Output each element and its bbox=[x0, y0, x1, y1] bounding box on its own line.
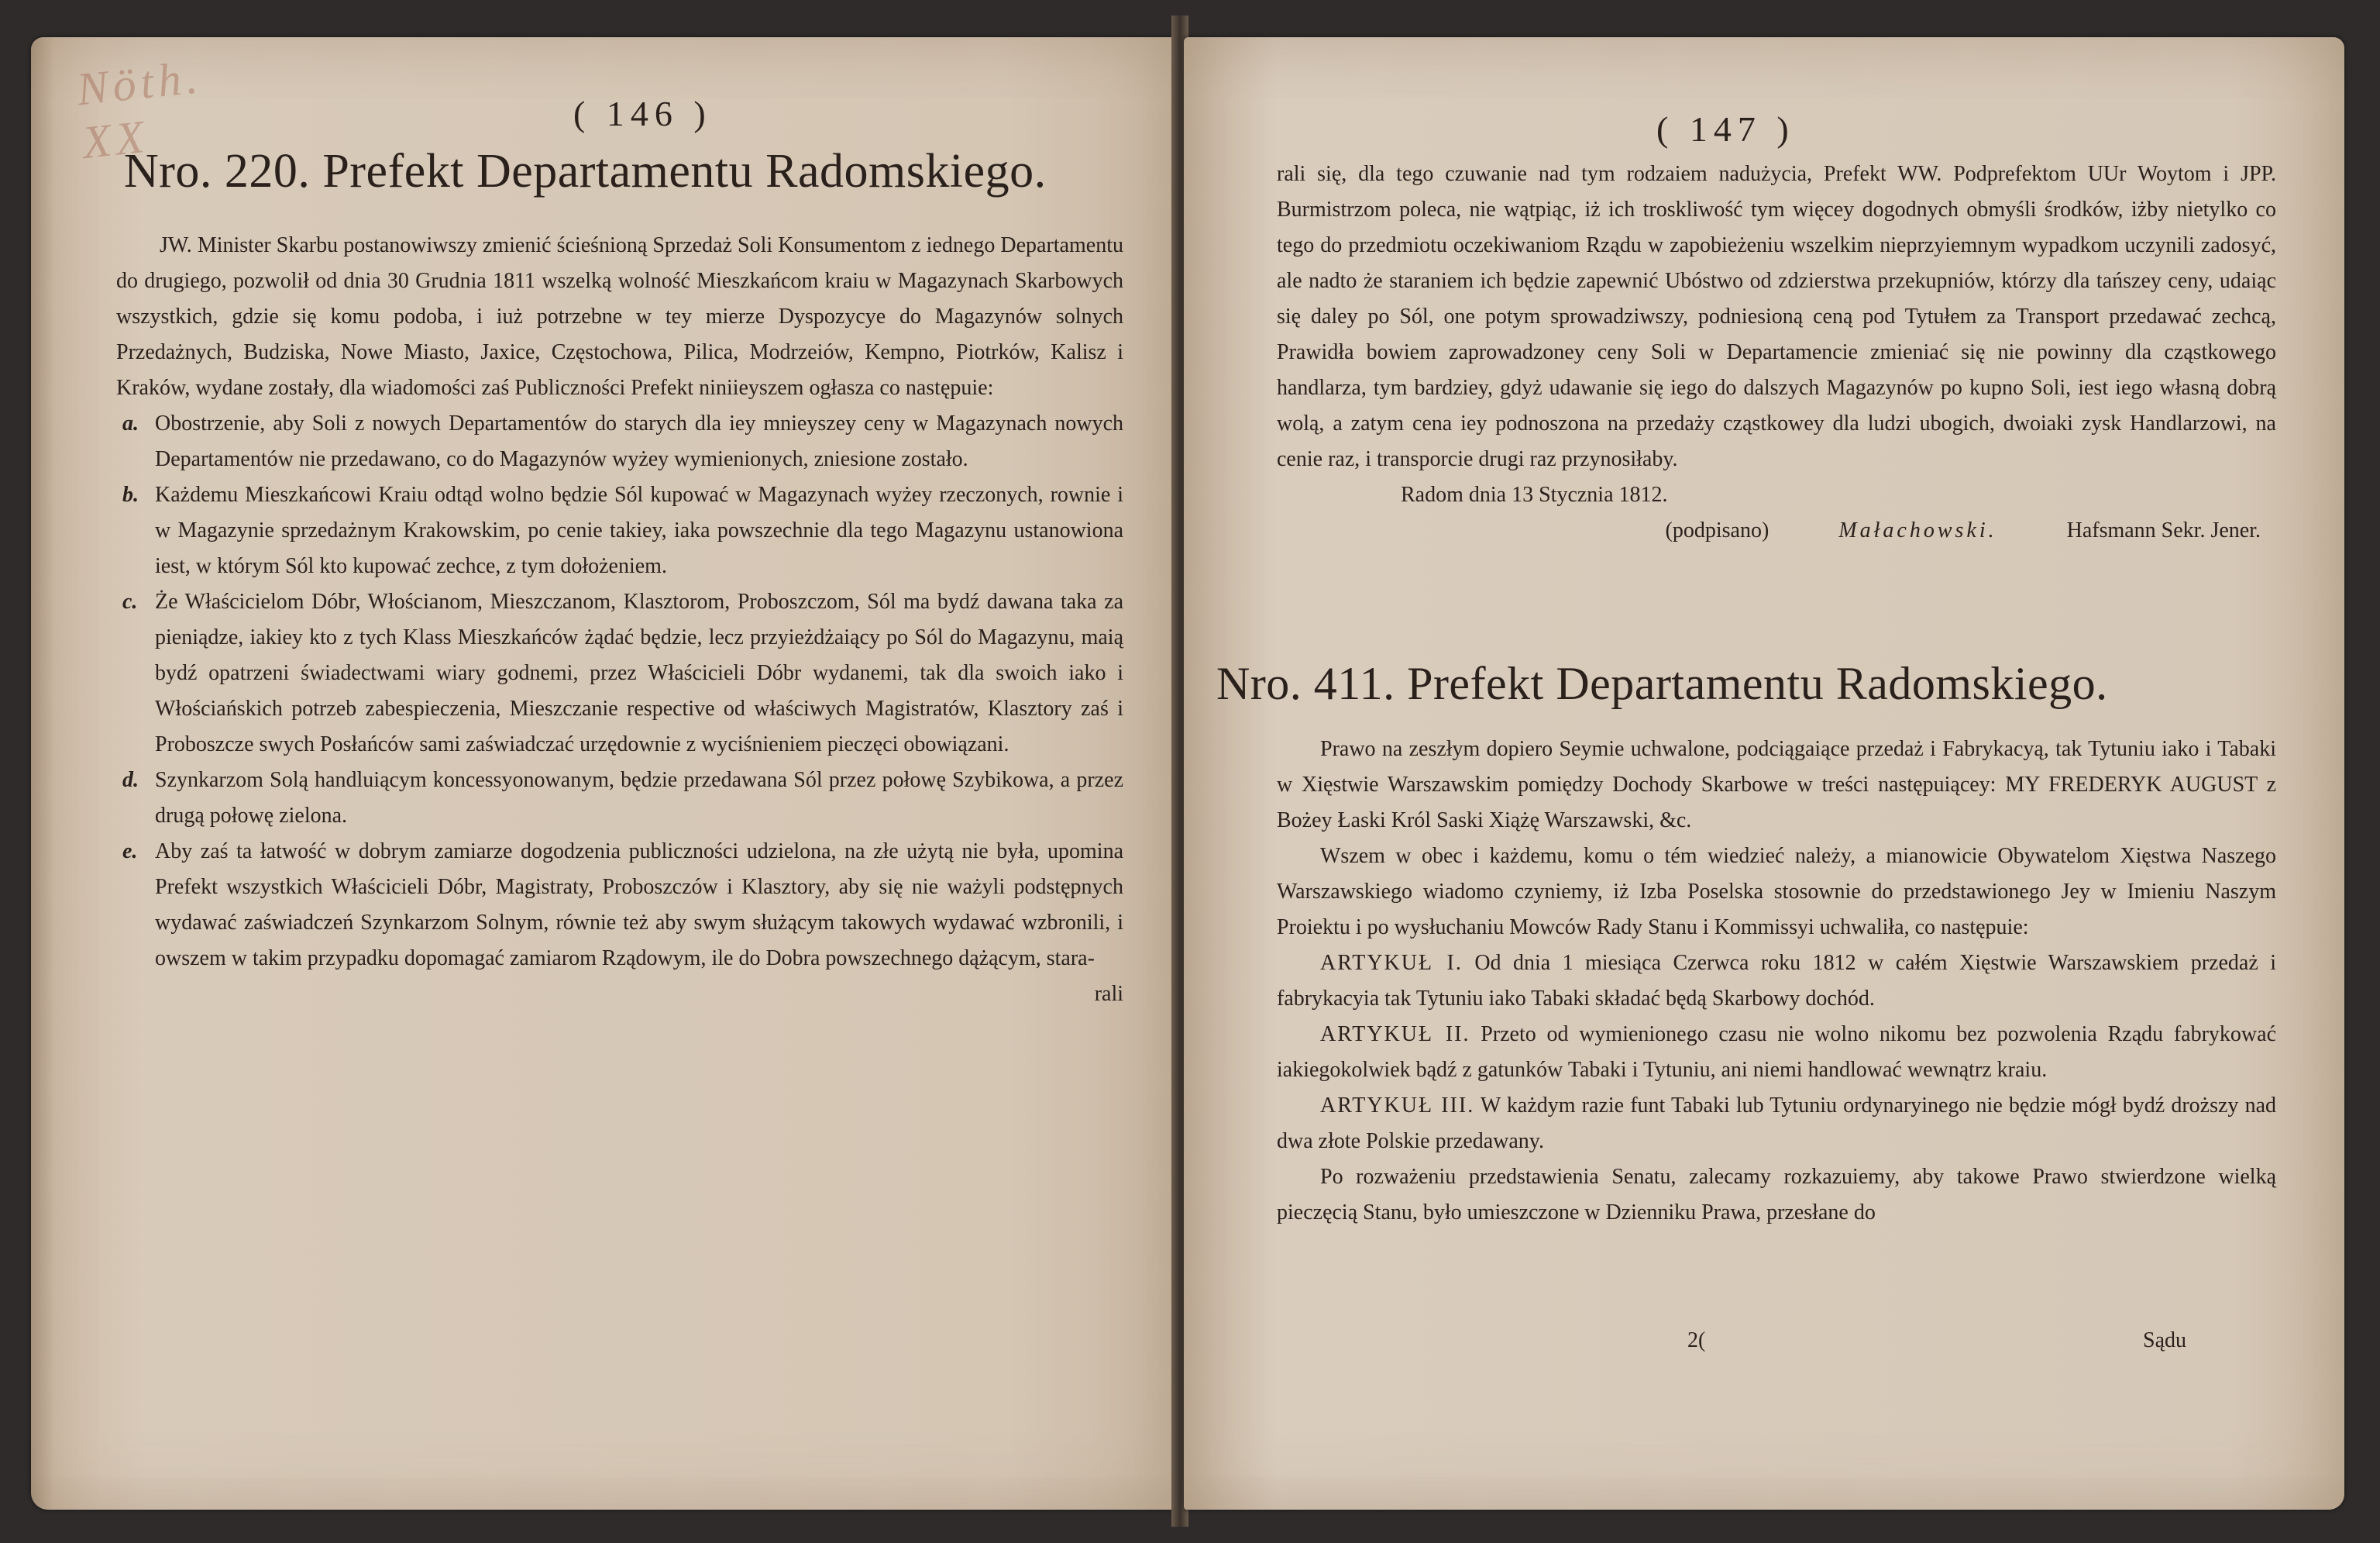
item-mark: d. bbox=[122, 768, 139, 792]
right-page bbox=[1184, 37, 2344, 1510]
article-paragraph bbox=[1277, 1088, 2276, 1159]
article-text: Przeto od wymienionego czasu nie wolno nikomu bez pozwolenia Rządu fabrykować iakiegokolwiek bądź z gatunków Tabaki i Tytuniu, ani niemi handlować wewnątrz kraiu. bbox=[1277, 1022, 2276, 1082]
article-label: ARTYKUŁ I. bbox=[1320, 951, 1463, 975]
continuation-paragraph: rali się, dla tego czuwanie nad tym rodzaiem nadużycia, Prefekt WW. Podprefektom UUr Woytom i JPP. Burmistrzom poleca, nie wątpiąc, iż ich troskliwość tym więcey dogodnych obmyśli środków, iżby nietylko co tego do przedmiotu oczekiwaniom Rządu w zapobieżeniu wszelkim nieprzyiemnym wypadkom uczynili zadosyć, ale nadto że staraniem ich będzie zapewnić Ubóstwo od zdzierstwa przekupniów, którzy dla tańszey ceny, udaiąc się daley po Sól, one potym sprowadziwszy, podniesioną ceną pod Tytułem za Transport przedawać zechcą, Prawidła bowiem zaprowadzoney ceny Soli w Departamencie zmieniać się nie powinny dla cząstkowego handlarza, tym bardziey, gdyż udawanie się iego do dalszych Magazynów po kupno Soli, iest iego własną dobrą wolą, a zatym cena iey podnoszona na przedaży cząstkowey dla ludzi ubogich, dwoiaki zysk Handlarzowi, na cenie raz, i transporcie drugi raz przynosiłaby. bbox=[1277, 162, 2276, 471]
right-top-text-block bbox=[1277, 157, 2276, 549]
list-item bbox=[116, 763, 1123, 834]
list-item bbox=[116, 477, 1123, 584]
item-text: Każdemu Mieszkańcowi Kraiu odtąd wolno będzie Sól kupować w Magazynach wyżey rzeczonych, rownie i w Magazynie sprzedażnym Krakowskim, po cenie takiey, iaka powszechnie dla tego Magazynu ustanowiona iest, w którym Sól kto kupować zechce, z tym dołożeniem. bbox=[155, 483, 1123, 578]
article-label: ARTYKUŁ III. bbox=[1320, 1094, 1475, 1118]
right-bottom-text-block bbox=[1277, 732, 2276, 1231]
secretary-name: Hafsmann Sekr. Jener. bbox=[2066, 518, 2261, 542]
signatory-name: Małachowski. bbox=[1838, 518, 1997, 542]
article-text: W każdym razie funt Tabaki lub Tytuniu ordynaryinego nie będzie mógł bydź droższy nad dwa złote Polskie przedawany. bbox=[1277, 1094, 2276, 1153]
law-intro-paragraph: Prawo na zeszłym dopiero Seymie uchwalone, podciągaiące przedaż i Fabrykacyą, tak Tytuniu iako i Tabaki w Xięstwie Warszawskim pomiędzy Dochody Skarbowe w treści następuiącey: MY FREDERYK AUGUST z Bożey Łaski Król Saski Xiążę Warszawski, &c. bbox=[1277, 737, 2276, 832]
law-body-paragraph: Wszem w obec i każdemu, komu o tém wiedzieć należy, a mianowicie Obywatelom Xięstwa Naszego Warszawskiego wiadomo czyniemy, iż Izba Poselska stosownie do przedstawionego Jey w Imieniu Naszym Proiektu i po wysłuchaniu Mowców Rady Stanu i Kommissyi uchwaliła, co następuie: bbox=[1277, 844, 2276, 939]
page-number-right: ( 147 ) bbox=[1656, 109, 1795, 149]
intro-paragraph: JW. Minister Skarbu postanowiwszy zmienić ścieśnioną Sprzedaż Soli Konsumentom z iednego Departamentu do drugiego, pozwolił od dnia 30 Grudnia 1811 wszelką wolność Mieszkańcom kraiu w Magazynach Skarbowych wszystkich, gdzie się komu podoba, i iuż potrzebne w tey mierze Dyspozycye do Magazynów solnych Przedażnych, Budziska, Nowe Miasto, Jaxice, Częstochowa, Pilica, Modrzeiów, Kempno, Piotrków, Kalisz i Kraków, wydane zostały, dla wiadomości zaś Publiczności Prefekt niniieyszem ogłasza co następuie: bbox=[116, 233, 1123, 400]
article-paragraph bbox=[1277, 1017, 2276, 1088]
article-label: ARTYKUŁ II. bbox=[1320, 1022, 1470, 1046]
heading-left: Nro. 220. Prefekt Departamentu Radomskiego. bbox=[124, 145, 1047, 198]
left-text-block bbox=[116, 228, 1123, 1012]
left-page bbox=[31, 37, 1176, 1510]
item-text: Szynkarzom Solą handluiącym koncessyonowanym, będzie przedawana Sól przez połowę Szybikowa, a przez drugą połowę zielona. bbox=[155, 768, 1123, 828]
signed-label: (podpisano) bbox=[1665, 518, 1770, 542]
signature-mark: 2( bbox=[1687, 1328, 1706, 1352]
page-edge-shadow bbox=[31, 37, 54, 1510]
item-text: Obostrzenie, aby Soli z nowych Departamentów do starych dla iey mnieyszey ceny w Magazynach nowych Departamentów nie przedawano, co do Magazynów wyżey wymienionych, zniesione zostało. bbox=[155, 412, 1123, 471]
item-mark: e. bbox=[122, 839, 138, 863]
catchword-right: Sądu bbox=[2143, 1328, 2186, 1352]
list-item bbox=[116, 834, 1123, 976]
item-mark: a. bbox=[122, 412, 139, 436]
signature-line bbox=[1277, 513, 2276, 549]
item-mark: b. bbox=[122, 483, 139, 507]
faded-stamp: Nöth. XX bbox=[74, 50, 205, 169]
item-mark: c. bbox=[122, 590, 138, 614]
date-line: Radom dnia 13 Stycznia 1812. bbox=[1401, 483, 1668, 507]
article-paragraph bbox=[1277, 945, 2276, 1017]
closing-paragraph: Po rozważeniu przedstawienia Senatu, zalecamy rozkazuiemy, aby takowe Prawo stwierdzone wielką pieczęcią Stanu, było umieszczone w Dzienniku Prawa, przesłane do bbox=[1277, 1165, 2276, 1224]
catchword-left: rali bbox=[1094, 982, 1123, 1006]
heading-right: Nro. 411. Prefekt Departamentu Radomskiego. bbox=[1216, 658, 2108, 709]
item-text: Że Właścicielom Dóbr, Włościanom, Mieszczanom, Klasztorom, Proboszczom, Sól ma bydź dawana taka za pieniądze, iakiey kto z tych Klass Mieszkańców żądać będzie, lecz przyieżdżaiący po Sól do Magazynu, maią bydź opatrzeni świadectwami wiary godnemi, przez Właścicieli Dóbr wydanemi, tak dla swoich iako i Włościańskich potrzeb zabespieczenia, Mieszczanie respective od właściwych Magistratów, Klasztory zaś i Proboszcze swych Posłańców sami zaświadczać urzędownie z wyciśnieniem pieczęci obowiązani. bbox=[155, 590, 1123, 756]
item-text: Aby zaś ta łatwość w dobrym zamiarze dogodzenia publiczności udzielona, na złe użytą nie była, upomina Prefekt wszystkich Właścicieli Dóbr, Magistraty, Proboszczów i Klasztory, aby się nie ważyli podstępnych wydawać zaświadczeń Szynkarzom Solnym, równie też aby swym służącym takowych wydawać wzbronili, i owszem w takim przypadku dopomagać zamiarom Rządowym, ile do Dobra powszechnego dążącym, stara- bbox=[155, 839, 1123, 970]
page-number-left: ( 146 ) bbox=[573, 94, 712, 133]
article-text: Od dnia 1 miesiąca Czerwca roku 1812 w całém Xięstwie Warszawskiem przedaż i fabrykacyia tak Tytuniu iako Tabaki składać będą Skarbowy dochód. bbox=[1277, 951, 2276, 1011]
list-item bbox=[116, 406, 1123, 477]
list-item bbox=[116, 584, 1123, 763]
